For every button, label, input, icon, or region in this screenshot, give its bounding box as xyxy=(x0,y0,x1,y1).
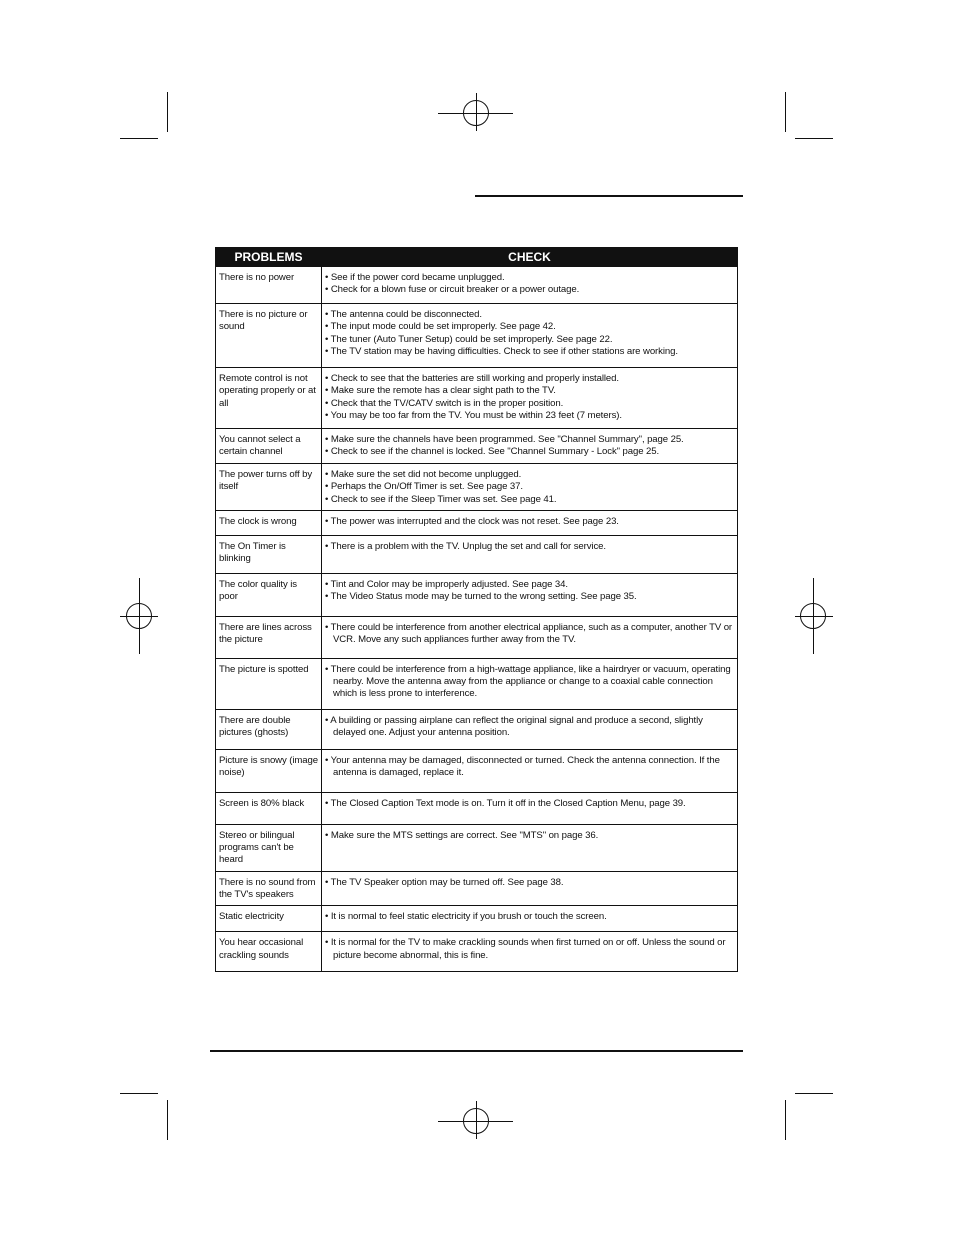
check-cell xyxy=(322,932,738,972)
check-item: • There could be interference from a high-wattage appliance, like a hairdryer or vacuum, operating nearby. Move the antenna away from the appliance or change to a coaxial cable connection which is less prone to interference. xyxy=(325,663,731,700)
table-row xyxy=(216,616,738,658)
header-rule xyxy=(475,195,743,197)
problem-cell: Screen is 80% black xyxy=(216,792,322,824)
check-item: • See if the power cord became unplugged. xyxy=(325,272,505,283)
check-cell xyxy=(322,658,738,709)
crop-mark xyxy=(167,92,168,132)
table-row xyxy=(216,368,738,429)
problem-cell: There is no sound from the TV's speakers xyxy=(216,871,322,906)
check-item: • Make sure the remote has a clear sight path to the TV. xyxy=(325,385,556,397)
problem-cell: The picture is spotted xyxy=(216,658,322,709)
check-cell xyxy=(322,429,738,464)
crop-mark xyxy=(795,138,833,139)
table-row xyxy=(216,267,738,304)
problem-cell: You cannot select a certain channel xyxy=(216,429,322,464)
check-item: • Make sure the MTS settings are correct. See "MTS" on page 36. xyxy=(325,829,599,841)
check-item: • Check to see if the Sleep Timer was set. See page 41. xyxy=(325,493,557,505)
troubleshooting-table xyxy=(215,247,738,972)
check-cell xyxy=(322,573,738,616)
check-cell xyxy=(322,749,738,792)
table-row xyxy=(216,304,738,368)
problem-cell: There is no power xyxy=(216,267,322,304)
table-row xyxy=(216,709,738,749)
crop-mark xyxy=(167,1100,168,1140)
table-header-row xyxy=(216,248,738,267)
check-item: • It is normal to feel static electricity if you brush or touch the screen. xyxy=(325,911,607,923)
check-cell xyxy=(322,616,738,658)
check-item: • The TV station may be having difficulties. Check to see if other stations are working. xyxy=(325,345,678,357)
problem-cell: The On Timer is blinking xyxy=(216,535,322,573)
problem-cell: There are lines across the picture xyxy=(216,616,322,658)
check-item: • The Video Status mode may be turned to the wrong setting. See page 35. xyxy=(325,591,637,603)
check-cell xyxy=(322,709,738,749)
check-item: • You may be too far from the TV. You must be within 23 feet (7 meters). xyxy=(325,409,622,421)
check-cell xyxy=(322,304,738,368)
check-item: • Check for a blown fuse or circuit breaker or a power outage. xyxy=(325,284,580,296)
check-item: • The input mode could be set improperly. See page 42. xyxy=(325,321,556,333)
problem-cell: The color quality is poor xyxy=(216,573,322,616)
problem-cell: The clock is wrong xyxy=(216,510,322,535)
check-item: • The antenna could be disconnected. xyxy=(325,309,482,320)
check-item: • Check that the TV/CATV switch is in the proper position. xyxy=(325,397,564,409)
table-row xyxy=(216,871,738,906)
check-item: • There could be interference from another electrical appliance, such as a computer, another TV or VCR. Move any such appliances further away from the TV. xyxy=(325,621,733,646)
check-item: • Check to see that the batteries are still working and properly installed. xyxy=(325,373,619,384)
crop-mark xyxy=(120,1093,158,1094)
table-body xyxy=(216,267,738,972)
check-cell xyxy=(322,792,738,824)
crop-mark xyxy=(785,1100,786,1140)
problem-cell: You hear occasional crackling sounds xyxy=(216,932,322,972)
check-item: • The TV Speaker option may be turned off. See page 38. xyxy=(325,876,564,888)
table-row xyxy=(216,658,738,709)
problem-cell: Remote control is not operating properly or at all xyxy=(216,368,322,429)
check-cell xyxy=(322,871,738,906)
problem-cell: Static electricity xyxy=(216,906,322,932)
footer-rule xyxy=(210,1050,743,1052)
check-item: • Make sure the channels have been programmed. See "Channel Summary", page 25. xyxy=(325,434,684,445)
check-cell xyxy=(322,267,738,304)
check-cell xyxy=(322,464,738,511)
problem-cell: Picture is snowy (image noise) xyxy=(216,749,322,792)
table-row xyxy=(216,792,738,824)
check-cell xyxy=(322,510,738,535)
check-item: • The tuner (Auto Tuner Setup) could be set improperly. See page 22. xyxy=(325,333,613,345)
check-cell xyxy=(322,906,738,932)
check-item: • There is a problem with the TV. Unplug the set and call for service. xyxy=(325,540,606,552)
check-item: • The power was interrupted and the clock was not reset. See page 23. xyxy=(325,515,619,527)
check-item: • It is normal for the TV to make crackling sounds when first turned on or off. Unless the sound or picture become abnormal, this is fine. xyxy=(325,937,726,961)
table-row xyxy=(216,573,738,616)
crop-mark xyxy=(785,92,786,132)
crop-mark xyxy=(795,1093,833,1094)
table-row xyxy=(216,535,738,573)
check-header: CHECK xyxy=(322,248,738,267)
crop-mark xyxy=(120,138,158,139)
check-item: • A building or passing airplane can reflect the original signal and produce a second, slightly delayed one. Adjust your antenna position. xyxy=(325,714,703,739)
table-row xyxy=(216,749,738,792)
check-item: • The Closed Caption Text mode is on. Turn it off in the Closed Caption Menu, page 39. xyxy=(325,797,686,809)
check-item: • Tint and Color may be improperly adjusted. See page 34. xyxy=(325,578,568,590)
check-cell xyxy=(322,368,738,429)
problem-cell: There is no picture or sound xyxy=(216,304,322,368)
check-cell xyxy=(322,824,738,871)
table-row xyxy=(216,932,738,972)
table-row xyxy=(216,906,738,932)
check-item: • Perhaps the On/Off Timer is set. See page 37. xyxy=(325,481,523,493)
check-item: • Make sure the set did not become unplugged. xyxy=(325,469,522,480)
table-row xyxy=(216,464,738,511)
check-item: • Check to see if the channel is locked. See "Channel Summary - Lock" page 25. xyxy=(325,446,660,458)
table-row xyxy=(216,429,738,464)
table-row xyxy=(216,824,738,871)
problem-cell: Stereo or bilingual programs can't be heard xyxy=(216,824,322,871)
problem-cell: There are double pictures (ghosts) xyxy=(216,709,322,749)
table-row xyxy=(216,510,738,535)
check-item: • Your antenna may be damaged, disconnected or turned. Check the antenna connection. If the antenna is damaged, replace it. xyxy=(325,754,720,779)
check-cell xyxy=(322,535,738,573)
problems-header: PROBLEMS xyxy=(216,248,322,267)
problem-cell: The power turns off by itself xyxy=(216,464,322,511)
